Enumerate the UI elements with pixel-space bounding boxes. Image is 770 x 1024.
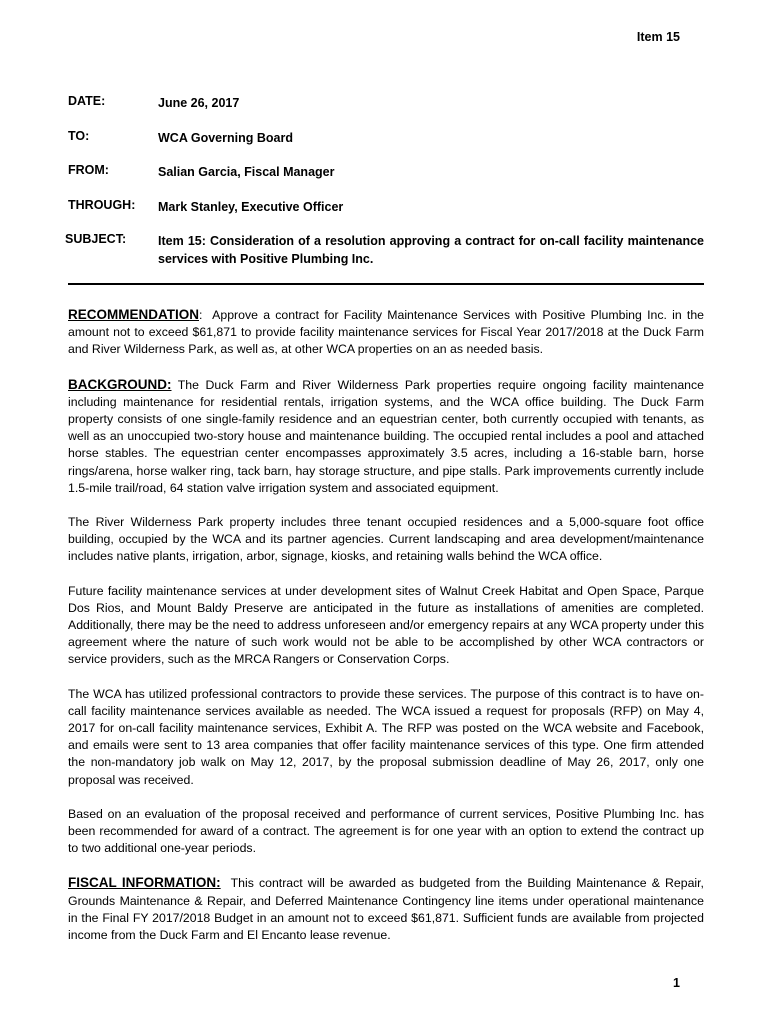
subject-value: Item 15: Consideration of a resolution approving a contract for on-call facility maintenance services with Positive Plumbing Inc. bbox=[158, 234, 704, 266]
date-label: DATE: bbox=[68, 94, 106, 108]
background-paragraph: The River Wilderness Park property includes three tenant occupied residences and a 5,000-square foot office building, occupied by the WCA and its partner agencies. Current landscaping and area development/maintenance includes native plants, irrigation, arbor, signage, kiosks, and retaining walls behind the WCA office. bbox=[68, 515, 704, 564]
background-paragraph: Future facility maintenance services at under development sites of Walnut Creek Habitat and Open Space, Parque Dos Rios, and Mount Baldy Preserve are anticipated in the future as installations of amenities are completed. Additionally, there may be the need to address unforeseen and/or emergency repairs at any WCA property under this agreement where the nature of such work would not be able to be accomplished by other WCA contractors or service providers, such as the MRCA Rangers or Conservation Corps. bbox=[68, 583, 704, 667]
background-paragraph: The WCA has utilized professional contractors to provide these services. The purpose of this contract is to have on-call facility maintenance services available as needed. The WCA issued a request for proposals (RFP) on May 4, 2017 for on-call facility maintenance services, Exhibit A. The RFP was posted on the WCA website and Facebook, and emails were sent to 13 area companies that offer facility maintenance services of this type. One firm attended the non-mandatory job walk on May 12, 2017, by the proposal submission deadline of May 26, 2017, only one proposal was received. bbox=[68, 686, 704, 787]
item-number-label: Item 15 bbox=[636, 30, 680, 44]
fiscal-text: This contract will be awarded as budgeted from the Building Maintenance & Repair, Grounds Maintenance & Repair, and Deferred Maintenance Contingency line items under operational maintenance in the Final FY 2017/2018 Budget in an amount not to exceed $61,871. Sufficient funds are available from projected income from the Duck Farm and El Encanto lease revenue. bbox=[68, 876, 704, 943]
recommendation-heading: RECOMMENDATION bbox=[68, 307, 199, 322]
recommendation-section: RECOMMENDATION: Approve a contract for Facility Maintenance Services with Positive Plumbing Inc. in the amount not to exceed $61,871 to provide facility maintenance services for Fiscal Year 2017/2018 at the Duck Farm and River Wilderness Park, as well as, at other WCA properties on an as needed basis. bbox=[68, 307, 704, 357]
date-value: June 26, 2017 bbox=[158, 96, 240, 110]
through-label: THROUGH: bbox=[68, 198, 136, 212]
through-value: Mark Stanley, Executive Officer bbox=[158, 200, 344, 214]
header-divider bbox=[68, 283, 704, 285]
from-value: Salian Garcia, Fiscal Manager bbox=[158, 165, 335, 179]
background-paragraph: Based on an evaluation of the proposal received and performance of current services, Positive Plumbing Inc. has been recommended for award of a contract. The agreement is for one year with an option to extend the contract up to two additional one-year periods. bbox=[68, 806, 704, 856]
from-label: FROM: bbox=[68, 163, 109, 177]
memo-body bbox=[68, 306, 704, 961]
page-number: 1 bbox=[673, 976, 680, 990]
recommendation-text: Approve a contract for Facility Maintenance Services with Positive Plumbing Inc. in the amount not to exceed $61,871 to provide facility maintenance services for Fiscal Year 2017/2018 at the Duck Farm and River Wilderness Park, as well as, at other WCA properties on an as needed basis. bbox=[68, 308, 704, 357]
background-paragraph: The Duck Farm and River Wilderness Park properties require ongoing facility maintenance including maintenance for residential rentals, irrigation systems, and the WCA office building. The Duck Farm property consists of one single-family residence and an equestrian center, both currently occupied with tenants, as well as an unoccupied two-story house and maintenance building. The occupied rental includes a pool and attached horse stables. The equestrian center encompasses approximately 3.5 acres, including a 16-stable barn, horse rings/arena, horse walker ring, tack barn, hay storage structure, and pipe stalls. Park improvements currently include 1.5-mile trail/road, 64 station valve irrigation system and associated equipment. bbox=[68, 377, 704, 495]
background-heading: BACKGROUND: bbox=[68, 376, 172, 392]
to-label: TO: bbox=[68, 129, 90, 143]
fiscal-section bbox=[68, 874, 704, 944]
fiscal-heading: FISCAL INFORMATION: bbox=[68, 875, 221, 891]
subject-label: SUBJECT: bbox=[65, 232, 127, 246]
background-section bbox=[68, 376, 704, 497]
to-value: WCA Governing Board bbox=[158, 131, 293, 145]
